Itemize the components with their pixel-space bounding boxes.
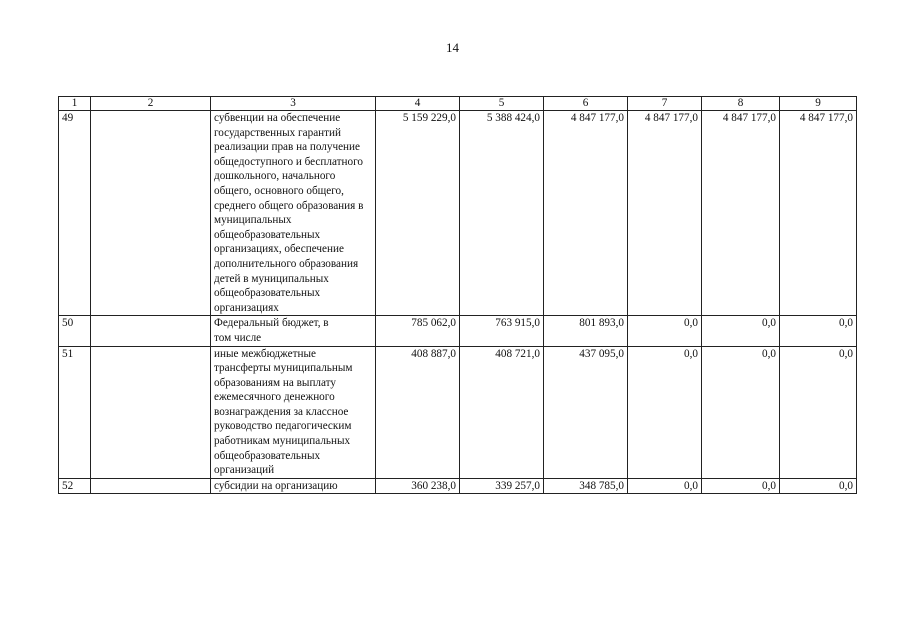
row-description-text: Федеральный бюджет, в том числе	[214, 317, 329, 344]
row-value-5: 5 388 424,0	[460, 111, 544, 316]
row-value-6: 801 893,0	[544, 316, 628, 346]
row-description-text: субвенции на обеспечение государственных гарантий реализации прав на получение общедоступного и бесплатного дошкольного, начального общего, основного общего, среднего общего образования в муниципальных общеобразовательных организациях, обеспечение дополнительного образования детей в муниципальных общеобразовательных организациях	[214, 112, 364, 314]
row-value-4: 785 062,0	[376, 316, 460, 346]
row-description-text: иные межбюджетные трансферты муниципальным образованиям на выплату ежемесячного денежного вознаграждения за классное руководство педагогическим работникам муниципальных общеобразовательных организаций	[214, 347, 353, 477]
row-value-6: 437 095,0	[544, 346, 628, 478]
row-value-4: 408 887,0	[376, 346, 460, 478]
row-value-5: 763 915,0	[460, 316, 544, 346]
row-value-7: 4 847 177,0	[628, 111, 702, 316]
row-number: 50	[59, 316, 91, 346]
row-value-4: 360 238,0	[376, 478, 460, 494]
header-row	[59, 97, 857, 111]
row-value-8: 0,0	[702, 316, 780, 346]
row-value-8: 0,0	[702, 346, 780, 478]
row-value-7: 0,0	[628, 346, 702, 478]
row-value-7: 0,0	[628, 478, 702, 494]
row-value-9: 0,0	[780, 316, 857, 346]
row-value-4: 5 159 229,0	[376, 111, 460, 316]
row-code	[91, 478, 211, 494]
row-value-5: 408 721,0	[460, 346, 544, 478]
row-value-7: 0,0	[628, 316, 702, 346]
row-number: 51	[59, 346, 91, 478]
table-row	[59, 478, 857, 494]
page-number: 14	[446, 40, 459, 55]
col-header-5: 5	[460, 97, 544, 111]
row-code	[91, 111, 211, 316]
col-header-1: 1	[59, 97, 91, 111]
col-header-6: 6	[544, 97, 628, 111]
table-row	[59, 316, 857, 346]
col-header-9: 9	[780, 97, 857, 111]
row-number: 52	[59, 478, 91, 494]
col-header-7: 7	[628, 97, 702, 111]
row-value-9: 0,0	[780, 346, 857, 478]
row-value-6: 4 847 177,0	[544, 111, 628, 316]
table-row	[59, 111, 857, 316]
col-header-4: 4	[376, 97, 460, 111]
row-value-9: 0,0	[780, 478, 857, 494]
row-code	[91, 346, 211, 478]
row-number: 49	[59, 111, 91, 316]
row-code	[91, 316, 211, 346]
row-value-8: 4 847 177,0	[702, 111, 780, 316]
row-description	[211, 346, 376, 478]
col-header-2: 2	[91, 97, 211, 111]
table-row	[59, 346, 857, 478]
row-description	[211, 111, 376, 316]
row-value-5: 339 257,0	[460, 478, 544, 494]
col-header-8: 8	[702, 97, 780, 111]
row-value-9: 4 847 177,0	[780, 111, 857, 316]
budget-table	[58, 96, 857, 494]
row-description: субсидии на организацию	[211, 478, 376, 494]
row-value-6: 348 785,0	[544, 478, 628, 494]
row-value-8: 0,0	[702, 478, 780, 494]
col-header-3: 3	[211, 97, 376, 111]
row-description	[211, 316, 376, 346]
